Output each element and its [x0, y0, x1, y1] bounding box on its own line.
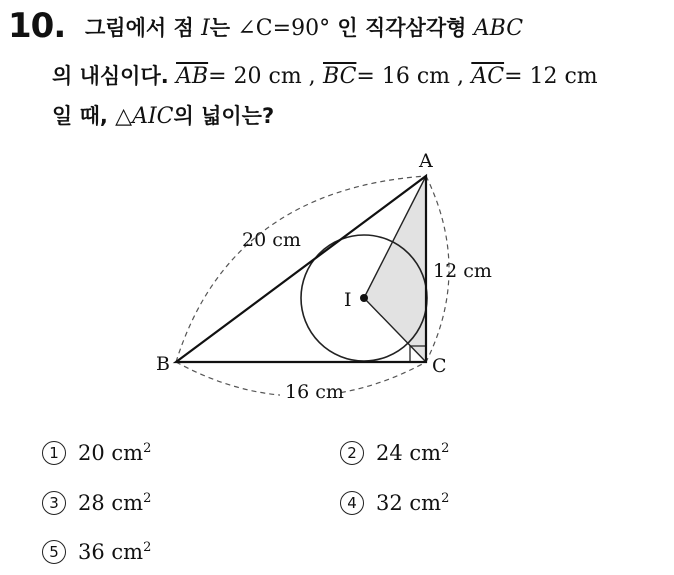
- right-angle-condition: ∠C=90°: [237, 16, 331, 41]
- choice-marker: 5: [42, 540, 66, 564]
- choice-value: 24 cm: [376, 441, 442, 465]
- question-text: 일 때,: [52, 104, 116, 128]
- question-number: 10.: [8, 6, 66, 46]
- choice-exponent: 2: [143, 540, 152, 555]
- question-text: 의 넓이는?: [173, 104, 275, 128]
- choice-1[interactable]: [42, 441, 151, 465]
- choice-exponent: 2: [441, 491, 450, 506]
- triangle-symbol: △: [115, 104, 133, 129]
- choice-2[interactable]: [340, 441, 449, 465]
- question-text: 그림에서 점: [85, 16, 202, 40]
- segment-ab: $\overline{AB}$: [176, 64, 209, 89]
- point-i-symbol: I: [201, 16, 210, 41]
- side-bc-length-label: 16 cm: [285, 381, 344, 403]
- triangle-aic: AIC: [132, 104, 174, 129]
- choice-marker: 1: [42, 441, 66, 465]
- choice-value: 32 cm: [376, 491, 442, 515]
- incenter-dot: [360, 294, 368, 302]
- vertex-c-label: C: [432, 355, 447, 377]
- choice-3[interactable]: [42, 491, 151, 515]
- question-text: 는: [209, 16, 238, 40]
- choice-marker: 4: [340, 491, 364, 515]
- question-text: 의 내심이다.: [52, 64, 177, 88]
- choice-value: 28 cm: [78, 491, 144, 515]
- choice-value: 36 cm: [78, 540, 144, 564]
- choice-5[interactable]: [42, 540, 151, 564]
- choice-marker: 2: [340, 441, 364, 465]
- vertex-b-label: B: [156, 353, 170, 375]
- side-ab-length-label: 20 cm: [242, 229, 301, 251]
- choice-exponent: 2: [441, 441, 450, 456]
- choice-value: 20 cm: [78, 441, 144, 465]
- triangle-name: ABC: [473, 16, 524, 41]
- question-text: 인 직각삼각형: [330, 16, 474, 40]
- segment-ab-length: = 20 cm ,: [208, 64, 316, 89]
- segment-ac: $\overline{AC}$: [471, 64, 505, 89]
- choice-exponent: 2: [143, 441, 152, 456]
- side-ac-length-label: 12 cm: [433, 260, 492, 282]
- shaded-triangle-aic: [364, 176, 426, 362]
- choice-4[interactable]: [340, 491, 449, 515]
- segment-bc-length: = 16 cm ,: [356, 64, 465, 89]
- segment-bc: $\overline{BC}$: [323, 64, 357, 89]
- choice-marker: 3: [42, 491, 66, 515]
- incenter-label: I: [344, 289, 352, 311]
- choice-exponent: 2: [143, 491, 152, 506]
- vertex-a-label: A: [419, 150, 433, 172]
- segment-ac-length: = 12 cm: [504, 64, 598, 89]
